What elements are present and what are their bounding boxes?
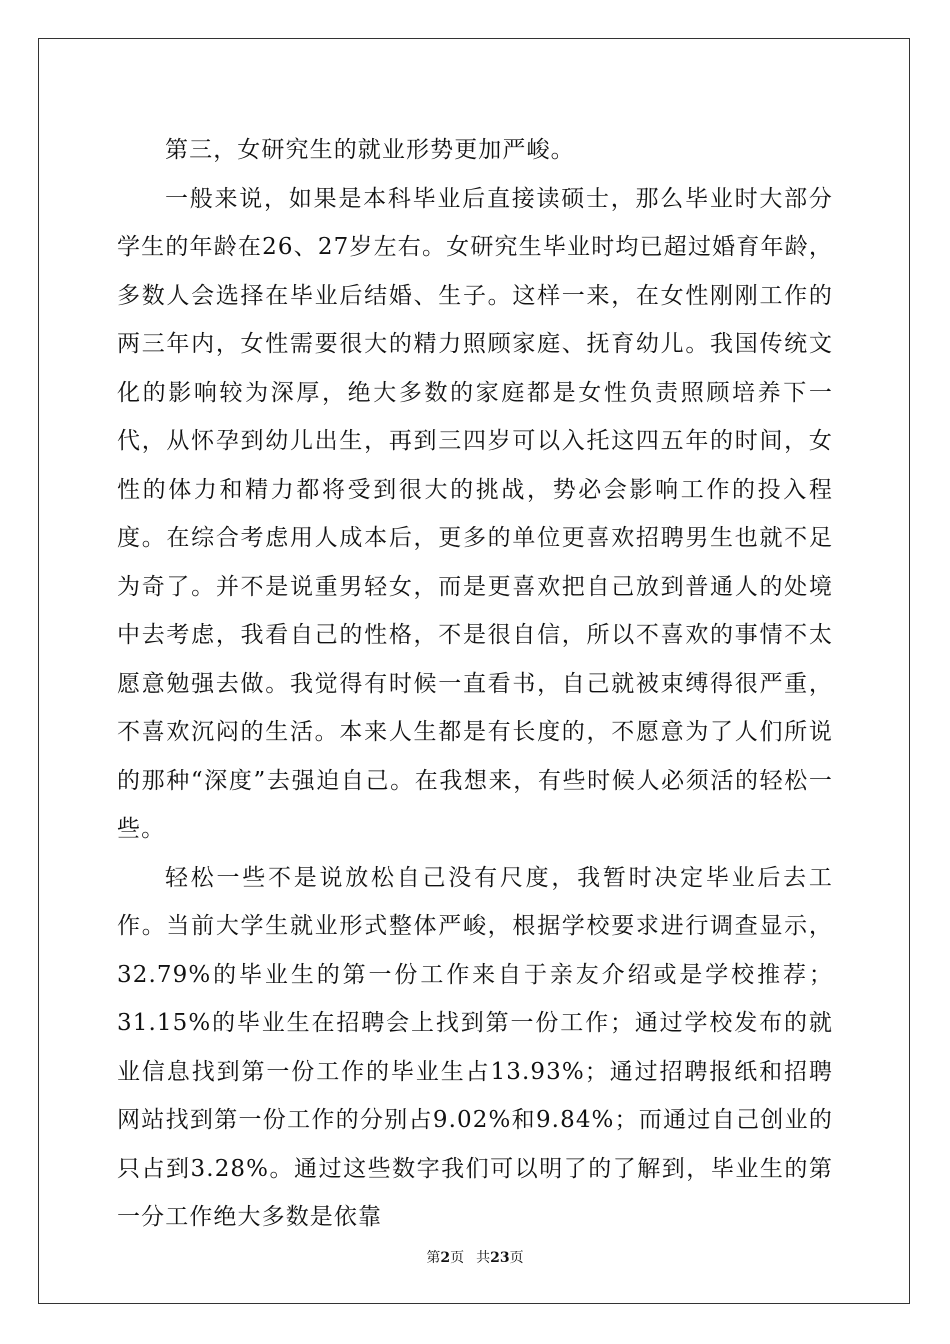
page-number: 2	[440, 1250, 451, 1266]
paragraph-heading: 第三，女研究生的就业形势更加严峻。	[165, 137, 575, 163]
total-pages: 23	[490, 1250, 510, 1266]
paragraph: 轻松一些不是说放松自己没有尺度，我暂时决定毕业后去工作。当前大学生就业形式整体严峻，根据学校要求进行调查显示，32.79%的毕业生的第一份工作来自于亲友介绍或是学校推荐；31.15%的毕业生在招聘会上找到第一份工作；通过学校发布的就业信息找到第一份工作的毕业生占13.93%；通过招聘报纸和招聘网站找到第一份工作的分别占9.02%和9.84%；而通过自己创业的只占到3.28%。通过这些数字我们可以明了的了解到，毕业生的第一分工作绝大多数是依靠	[117, 864, 833, 1230]
paragraph: 一般来说，如果是本科毕业后直接读硕士，那么毕业时大部分学生的年龄在26、27岁左右。女研究生毕业时均已超过婚育年龄，多数人会选择在毕业后结婚、生子。这样一来，在女性刚刚工作的两三年内，女性需要很大的精力照顾家庭、抚育幼儿。我国传统文化的影响较为深厚，绝大多数的家庭都是女性负责照顾培养下一代，从怀孕到幼儿出生，再到三四岁可以入托这四五年的时间，女性的体力和精力都将受到很大的挑战，势必会影响工作的投入程度。在综合考虑用人成本后，更多的单位更喜欢招聘男生也就不足为奇了。并不是说重男轻女，而是更喜欢把自己放到普通人的处境中去考虑，我看自己的性格，不是很自信，所以不喜欢的事情不太愿意勉强去做。我觉得有时候一直看书，自己就被束缚得很严重，不喜欢沉闷的生活。本来人生都是有长度的，不愿意为了人们所说的那种“深度”去强迫自己。在我想来，有些时候人必须活的轻松一些。	[117, 185, 833, 842]
total-prefix: 共	[476, 1250, 491, 1266]
page-footer	[0, 1247, 950, 1267]
page-prefix: 第	[426, 1250, 441, 1266]
page-suffix: 页	[450, 1250, 465, 1266]
document-body	[117, 126, 833, 1242]
total-suffix: 页	[509, 1250, 524, 1266]
